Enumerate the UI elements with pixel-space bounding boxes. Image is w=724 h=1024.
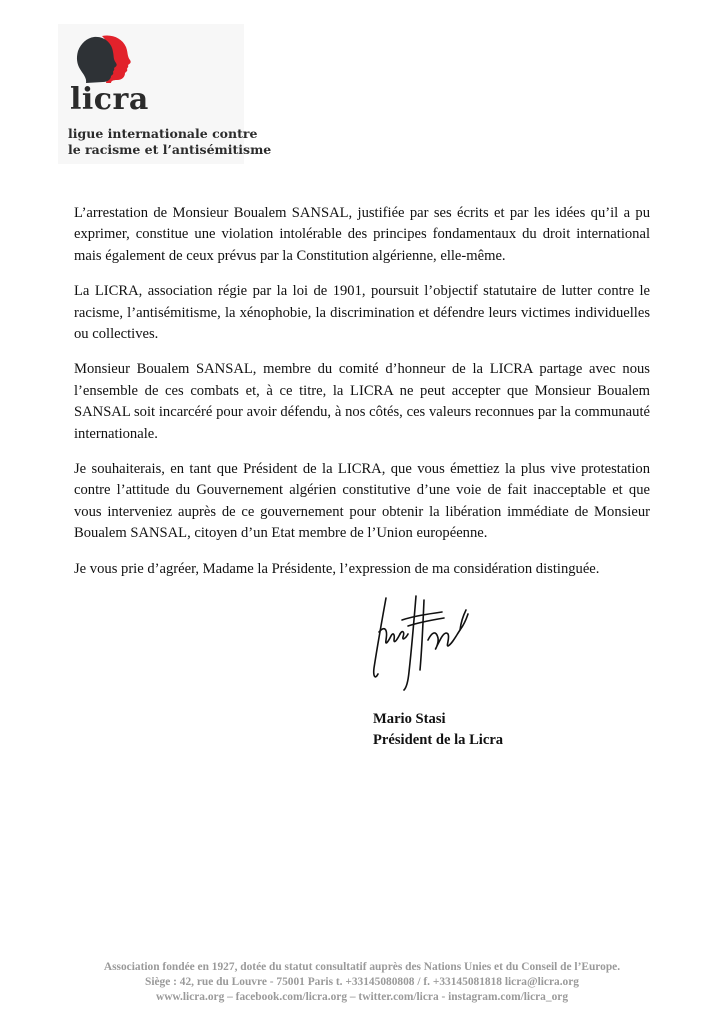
logo-wordmark: licra (70, 82, 149, 117)
signature-drawing (362, 590, 474, 700)
paragraph-3: Monsieur Boualem SANSAL, membre du comité d’honneur de la LICRA partage avec nous l’ensemble de ces combats et, à ce titre, la LICRA ne peut accepter que Monsieur Boualem SANSAL soit incarcéré pour avoir défendu, à nos côtés, ces valeurs reconnues par la communauté internationale. (74, 361, 650, 442)
signatory-name: Mario Stasi (373, 711, 446, 727)
profiles-logo-icon (72, 34, 134, 84)
signatory-title: Président de la Licra (373, 732, 504, 748)
paragraph-4: Je souhaiterais, en tant que Président de la LICRA, que vous émettiez la plus vive protestation contre l’attitude du Gouvernement algérien constitutive d’une voie de fait inacceptable et que vous interveniez auprès de ce gouvernement pour obtenir la libération immédiate de Monsieur Boualem SANSAL, citoyen d’un Etat membre de l’Union européenne. (74, 461, 650, 542)
signatory-block (373, 709, 503, 751)
letterhead-logo (58, 24, 272, 164)
paragraph-1: L’arrestation de Monsieur Boualem SANSAL, justifiée par ses écrits et par les idées qu’il a pu exprimer, constitue une violation intolérable des principes fondamentaux du droit international mais également de ceux prévus par la Constitution algérienne, elle-même. (74, 205, 650, 264)
paragraph-2: La LICRA, association régie par la loi de 1901, poursuit l’objectif statutaire de lutter contre le racisme, l’antisémitisme, la xénophobie, la discrimination et défendre leurs victimes individuelles ou collectives. (74, 283, 650, 343)
footer-line-3: www.licra.org – facebook.com/licra.org – twitter.com/licra - instagram.com/licra_org (155, 991, 569, 1003)
footer-line-1: Association fondée en 1927, dotée du statut consultatif auprès des Nations Unies et du Conseil de l’Europe. (103, 961, 621, 973)
letter-footer (0, 960, 724, 1005)
tagline-line-2: le racisme et l’antisémitisme (68, 142, 272, 157)
footer-line-2: Siège : 42, rue du Louvre - 75001 Paris t. +33145080808 / f. +33145081818 licra@licra.org (144, 976, 579, 988)
paragraph-5: Je vous prie d’agréer, Madame la Présidente, l’expression de ma considération distinguée. (74, 560, 600, 577)
tagline-line-1: ligue internationale contre (68, 126, 258, 141)
handwritten-signature (362, 590, 474, 700)
logo-tagline (68, 126, 272, 158)
letter-body (74, 203, 650, 594)
